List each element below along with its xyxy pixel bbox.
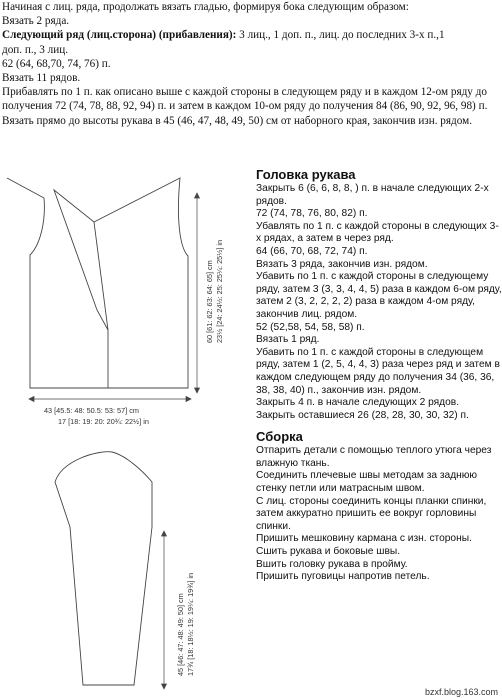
sleeve-cap-line: Убавлять по 1 п. с каждой стороны в следующих 3-х рядах, а затем в через ряд. [256, 220, 499, 245]
sleeve-cap-line: Убавить по 1 п. с каждой стороны в следующему ряду, затем 3 (3, 3, 4, 4, 5) раза в каждом 6-ом ряду, затем 2 (3, 2, 2, 2, 2) раза в каждом 4-ом ряду, закончив лиц. рядом. [256, 271, 502, 320]
sleeve-cap-line: Закрыть оставшиеся 26 (28, 28, 30, 30, 32) п. [256, 409, 469, 421]
next-row-line3: 62 (64, 68,70, 74, 76) п. [2, 57, 111, 70]
next-row-rest: 3 лиц., 1 доп. п., лиц. до последних 3-х п.,1 [239, 29, 445, 42]
schematic-diagram [0, 167, 256, 699]
sleeve-cap-line: Вязать 1 ряд. [256, 334, 320, 346]
assembly-line: Вшить головку рукава в пройму. [256, 558, 408, 570]
assembly-line: Пришить мешковину кармана с изн. стороны. [256, 533, 472, 545]
assembly-line: Соединить плечевые швы методам за заднюю стенку петли или матрасным швом. [256, 470, 478, 495]
vest-height-cm: 60 [61: 62: 63: 64: 65] cm [205, 260, 214, 343]
sleeve-outline [55, 452, 152, 685]
sleeve-cap-line: 72 (74, 78, 76, 80, 82) п. [256, 208, 368, 220]
watermark: bzxf.blog.163.com [424, 687, 498, 697]
assembly-heading: Сборка [256, 429, 303, 445]
sleeve-cap-heading: Головка рукава [256, 167, 356, 182]
increase-paragraph: Прибавлять по 1 п. как описано выше с каждой стороны в следующем ряду и в каждом 12-ом ряду до получения 72 (74, 78, 88, 92, 94) п. и затем в каждом 10-ом ряду до получения 84 (86, 90, 92, 96, 98) п. [2, 86, 488, 113]
vest-height-arrow [195, 193, 200, 393]
vest-width-arrow [29, 397, 191, 402]
vest-width-cm: 43 [45.5: 48: 50.5: 53: 57] cm [44, 406, 139, 415]
vest-outline [7, 178, 188, 388]
next-row-line2: доп. п., 3 лиц. [2, 43, 68, 56]
knit-straight-paragraph: Вязать прямо до высоты рукава в 45 (46, 47, 48, 49, 50) см от наборного края, закончив изн. рядом. [2, 114, 472, 127]
sleeve-length-cm: 45 [46: 47: 48: 49: 50] cm [176, 593, 185, 676]
sleeve-length-arrow [162, 531, 167, 689]
next-row-line4: Вязать 11 рядов. [2, 72, 81, 85]
vest-width-in: 17 [18: 19: 20: 20¾: 22½] in [58, 417, 149, 426]
sleeve-cap-line: Закрыть 4 п. в начале следующих 2 рядов. [256, 397, 460, 409]
sleeve-cap-line: Убавить по 1 п. с каждой стороны в следующем ряду, затем 1 (2, 5, 4, 4, 3) раза через ряд и затем в каждом следующем ряду до получения 34 (36, 36, 38, 38, 40) п., закончив изн. рядом. [256, 346, 500, 396]
assembly-line: Отпарить детали с помощью теплого утюга через влажную ткань. [256, 445, 492, 469]
next-row-line [2, 28, 500, 42]
next-row-bold: Следующий ряд (лиц.сторона) (прибавления): [2, 29, 237, 42]
sleeve-cap-line: 52 (52,58, 54, 58, 58) п. [256, 321, 365, 333]
right-column [256, 167, 502, 584]
sleeve-cap-line: Закрыть 6 (6, 6, 8, 8, ) п. в начале следующих 2-х рядов. [256, 183, 489, 207]
intro-line: Начиная с лиц. ряда, продолжать вязать гладью, формируя бока следующим образом: [2, 1, 409, 13]
assembly-line: С лиц. стороны соединить концы планки спинки, затем аккуратно пришить ее вокруг горловины спинки. [256, 495, 487, 532]
sleeve-cap-line: 64 (66, 70, 68, 72, 74) п. [256, 245, 368, 257]
vest-height-in: 23½ [24: 24½: 25: 25¼: 25½] in [215, 239, 224, 343]
sleeve-cap-line: Вязать 3 ряда, закончив изн. рядом. [256, 258, 428, 270]
knit-two-rows-line: Вязать 2 ряда. [2, 15, 70, 28]
assembly-line: Сшить рукава и боковые швы. [256, 546, 401, 558]
assembly-line: Пришить пуговицы напротив петель. [256, 571, 430, 583]
sleeve-length-in: 17¾ [18: 18½: 19: 19¼: 19¾] in [186, 572, 195, 676]
top-text-block [2, 0, 500, 128]
